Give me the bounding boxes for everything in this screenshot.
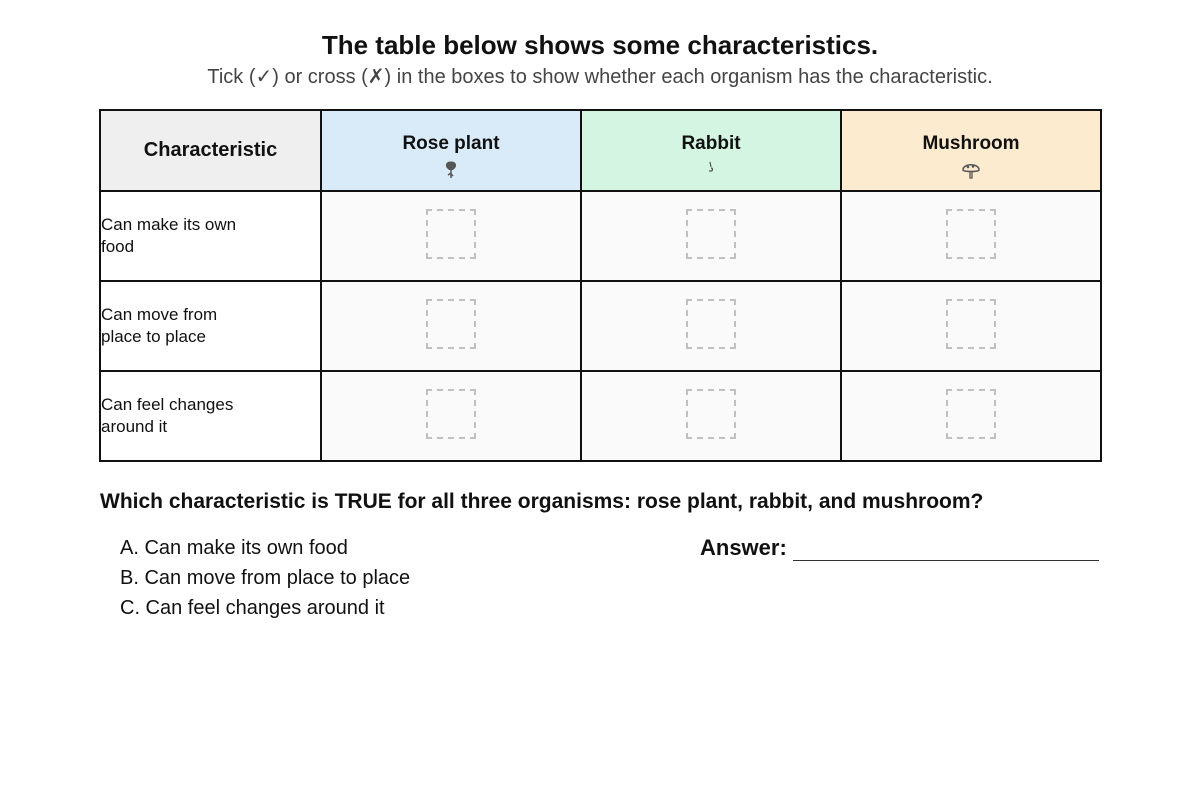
tick-box-feel-mushroom[interactable] bbox=[946, 389, 996, 439]
column-header-mushroom bbox=[841, 110, 1101, 191]
table-row bbox=[100, 191, 1101, 281]
answer-cell bbox=[841, 281, 1101, 371]
organism-name: Rabbit bbox=[681, 133, 741, 154]
tick-box-move-rabbit[interactable] bbox=[686, 299, 736, 349]
answer-area bbox=[700, 535, 1099, 561]
organism-name: Mushroom bbox=[922, 133, 1020, 154]
table-header-row bbox=[100, 110, 1101, 191]
option-b: B. Can move from place to place bbox=[120, 567, 411, 589]
characteristic-cell bbox=[100, 371, 321, 461]
answer-cell bbox=[841, 371, 1101, 461]
table-row bbox=[100, 371, 1101, 461]
answer-label: Answer: bbox=[700, 535, 787, 560]
tick-box-feel-rose[interactable] bbox=[426, 389, 476, 439]
tick-box-move-mushroom[interactable] bbox=[946, 299, 996, 349]
option-a: A. Can make its own food bbox=[120, 537, 348, 559]
column-header-rose-plant bbox=[321, 110, 581, 191]
option-c: C. Can feel changes around it bbox=[120, 597, 385, 619]
answer-cell bbox=[321, 281, 581, 371]
tick-box-feel-rabbit[interactable] bbox=[686, 389, 736, 439]
mushroom-icon bbox=[961, 160, 981, 180]
tick-box-food-rose[interactable] bbox=[426, 209, 476, 259]
answer-input-line[interactable] bbox=[793, 540, 1099, 561]
tick-box-food-mushroom[interactable] bbox=[946, 209, 996, 259]
characteristics-table bbox=[99, 109, 1102, 462]
column-header-rabbit bbox=[581, 110, 841, 191]
characteristic-cell bbox=[100, 191, 321, 281]
organism-name: Rose plant bbox=[402, 133, 500, 154]
characteristic-label: Can move from place to place bbox=[101, 305, 218, 346]
tick-box-move-rose[interactable] bbox=[426, 299, 476, 349]
answer-options bbox=[120, 536, 410, 626]
answer-cell bbox=[321, 191, 581, 281]
characteristic-label: Can make its own food bbox=[101, 215, 237, 256]
table-row bbox=[100, 281, 1101, 371]
answer-cell bbox=[581, 371, 841, 461]
page-title: The table below shows some characteristics. bbox=[321, 30, 879, 60]
characteristic-column-header: Characteristic bbox=[100, 110, 321, 191]
characteristic-cell bbox=[100, 281, 321, 371]
rabbit-icon bbox=[701, 160, 721, 180]
instructions: Tick (✓) or cross (✗) in the boxes to show whether each organism has the characteristic. bbox=[207, 66, 993, 88]
answer-cell bbox=[841, 191, 1101, 281]
characteristic-label: Can feel changes around it bbox=[101, 395, 234, 436]
rose-icon bbox=[441, 160, 461, 180]
tick-box-food-rabbit[interactable] bbox=[686, 209, 736, 259]
answer-cell bbox=[581, 191, 841, 281]
question-text: Which characteristic is TRUE for all three organisms: rose plant, rabbit, and mushroom? bbox=[100, 490, 984, 513]
answer-cell bbox=[581, 281, 841, 371]
answer-cell bbox=[321, 371, 581, 461]
